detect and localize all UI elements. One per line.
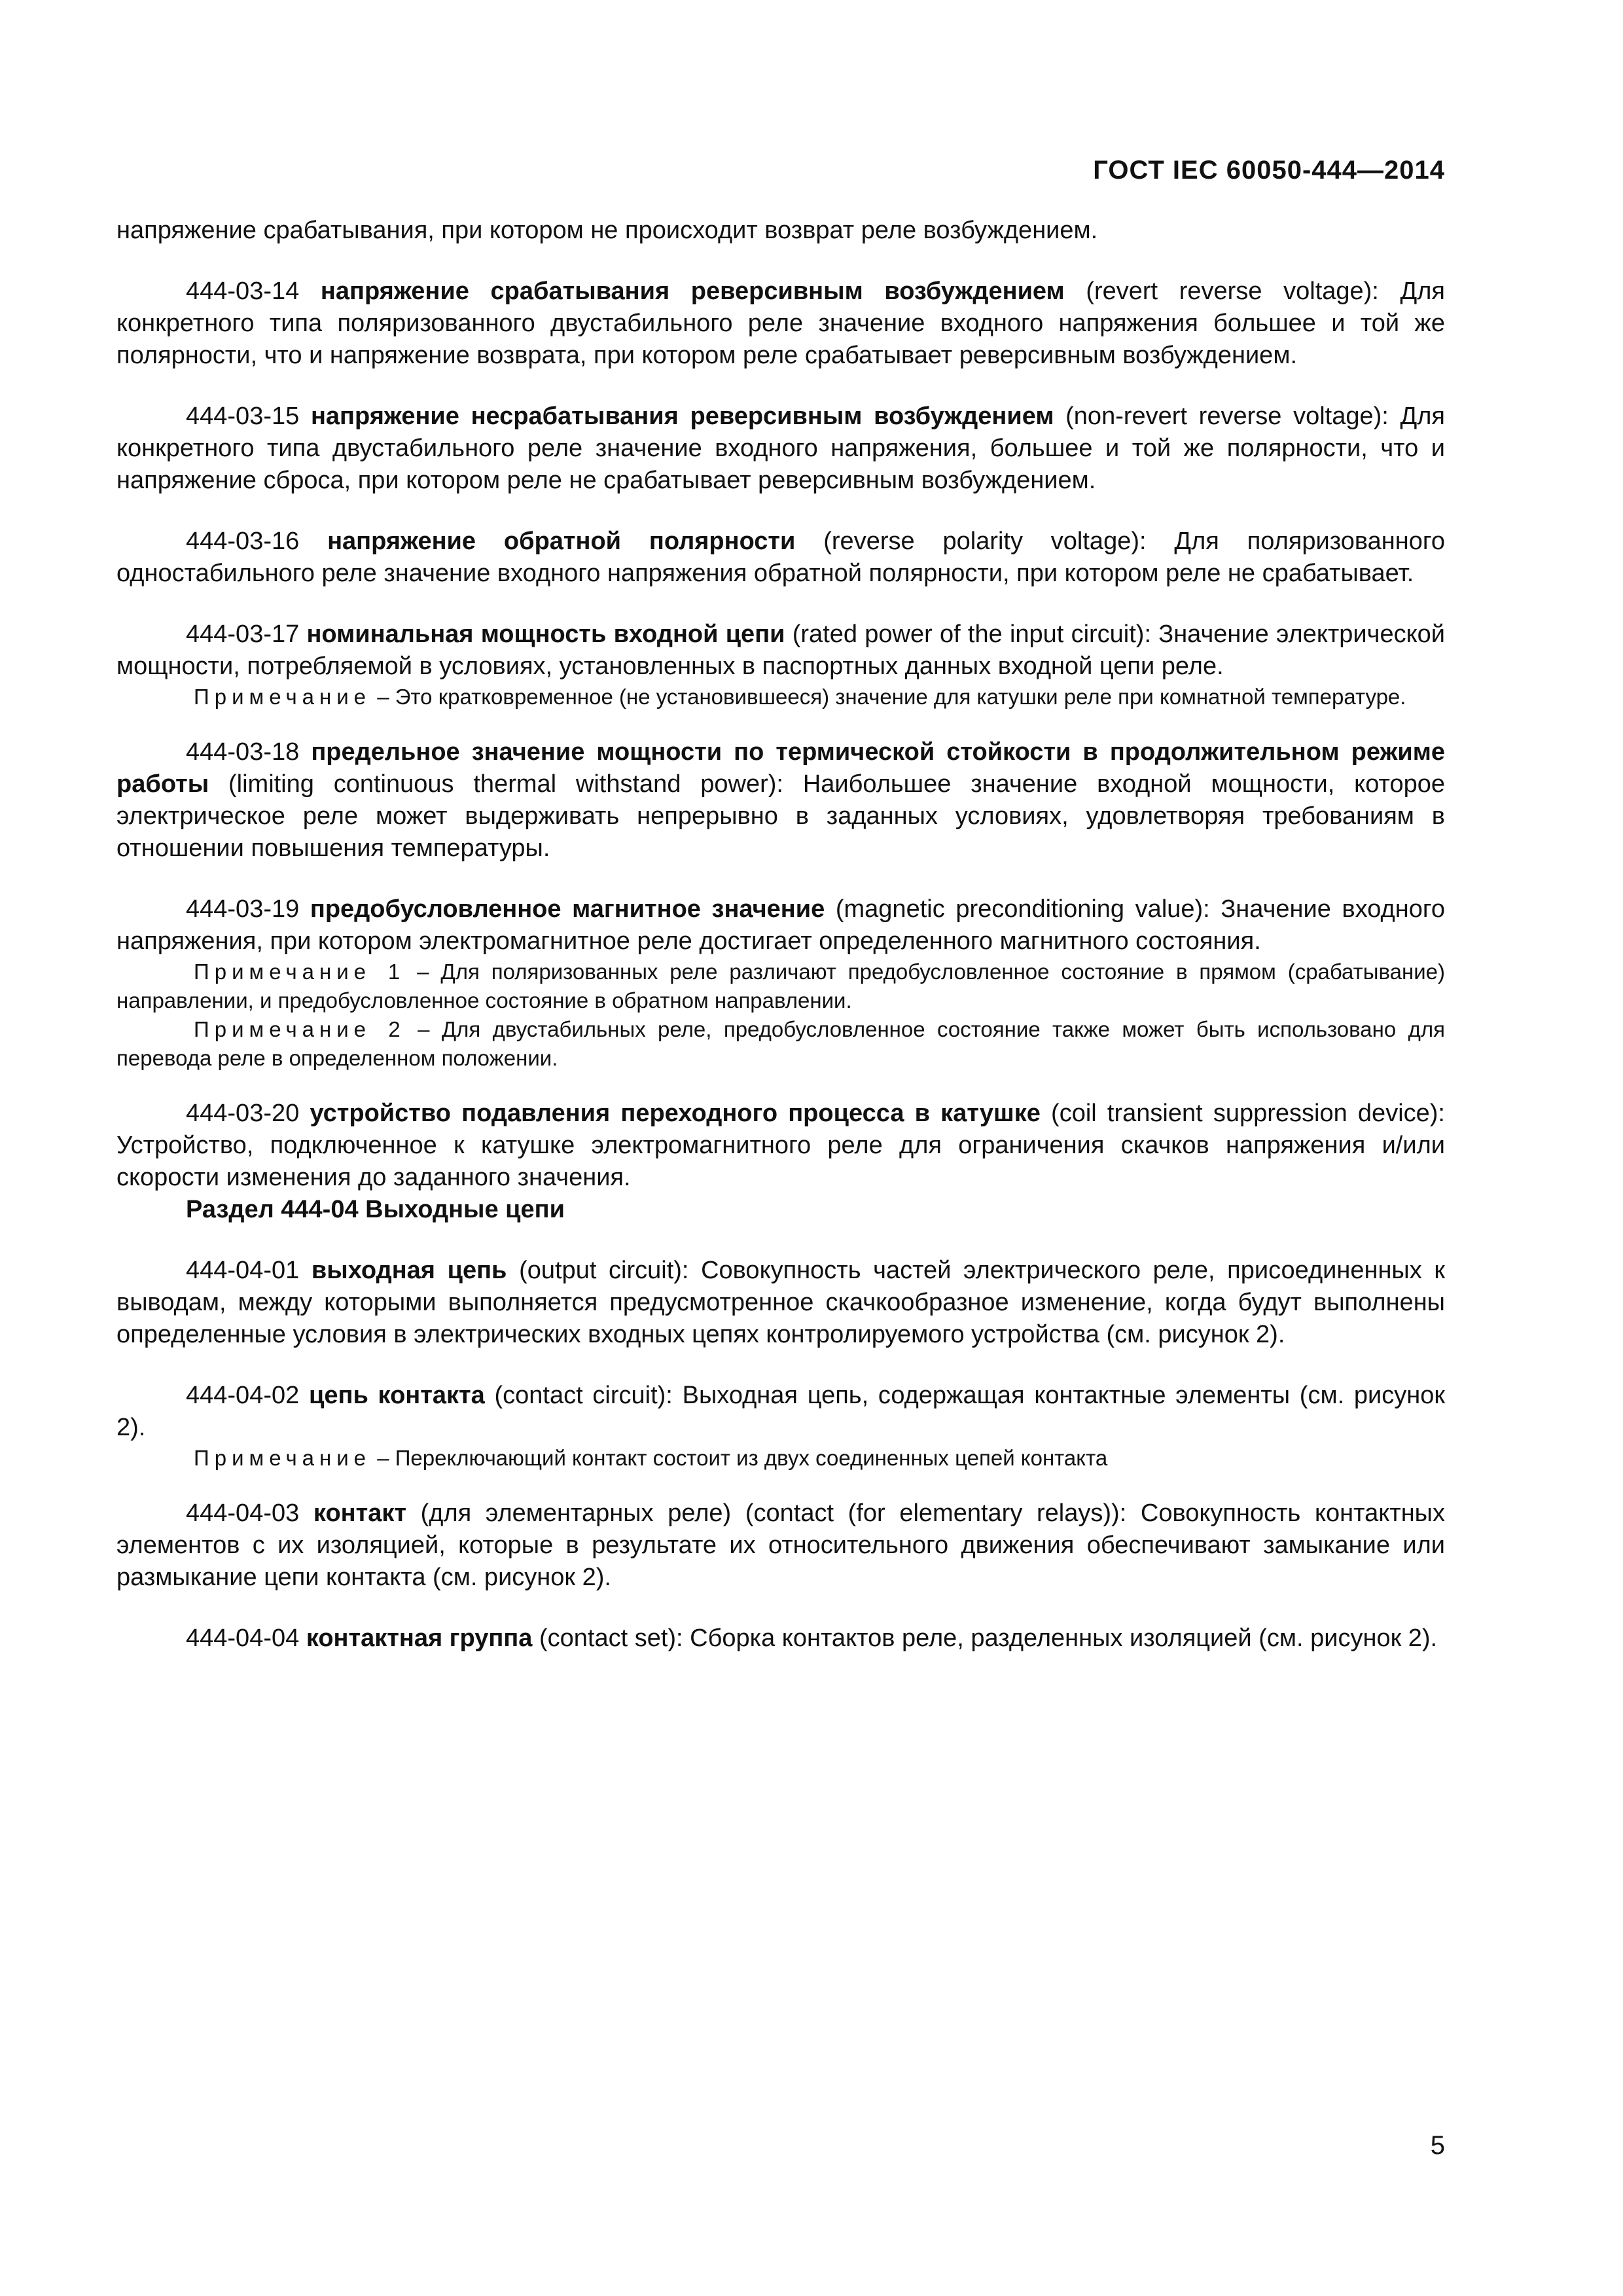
note-text: – Переключающий контакт состоит из двух соединенных цепей контакта — [377, 1446, 1108, 1470]
term-title: устройство подавления переходного процесса в катушке — [310, 1100, 1041, 1127]
term-entry — [116, 1623, 1445, 1655]
term-title: напряжение несрабатывания реверсивным возбуждением — [310, 403, 1054, 430]
page-content — [116, 215, 1445, 1655]
intro-text: напряжение срабатывания, при котором не происходит возврат реле возбуждением. — [116, 217, 1098, 244]
term-definition: (magnetic preconditioning value): Значение входного напряжения, при котором электромагнитное реле достигает определенного магнитного состояния. — [116, 895, 1445, 955]
note-label: Примечание — [194, 1446, 372, 1470]
term-entry — [116, 1498, 1445, 1594]
term-entry — [116, 1098, 1445, 1194]
note-text: – Для двустабильных реле, предобусловленное состояние также может быть использовано для перевода реле в определенном положении. — [116, 1017, 1445, 1070]
term-entry — [116, 619, 1445, 683]
term-code: 444-03-18 — [186, 738, 300, 766]
term-entry — [116, 276, 1445, 372]
term-entry — [116, 526, 1445, 590]
term-title: номинальная мощность входной цепи — [306, 620, 785, 648]
term-entry — [116, 1255, 1445, 1351]
term-entry — [116, 401, 1445, 497]
term-definition: (non-revert reverse voltage): Для конкретного типа двустабильного реле значение входного напряжения, большее и той же полярности, что и напряжение сброса, при котором реле не срабатывает реверсивным возбуждением. — [116, 403, 1445, 494]
term-definition: (reverse polarity voltage): Для поляризованного одностабильного реле значение входного напряжения обратной полярности, при котором реле не срабатывает. — [116, 528, 1445, 587]
section-title: Раздел 444-04 Выходные цепи — [186, 1196, 565, 1223]
term-definition: (contact set): Сборка контактов реле, разделенных изоляцией (см. рисунок 2). — [539, 1624, 1438, 1652]
term-title: предельное значение мощности по термической стойкости в продолжительном режиме работы — [116, 738, 1446, 798]
term-code: 444-04-03 — [186, 1499, 300, 1527]
term-title: цепь контакта — [309, 1382, 485, 1409]
term-definition: (rated power of the input circuit): Значение электрической мощности, потребляемой в условиях, установленных в паспортных данных входной цепи реле. — [116, 620, 1445, 680]
note-label: Примечание — [194, 685, 372, 709]
term-code: 444-04-04 — [186, 1624, 300, 1652]
note — [116, 1015, 1445, 1073]
term-definition: (limiting continuous thermal withstand power): Наибольшее значение входной мощности, которое электрическое реле может выдерживать непрерывно в заданных условиях, удовлетворяя требованиям в отношении повышения температуры. — [116, 770, 1446, 862]
document-header: ГОСТ IEC 60050-444—2014 — [1093, 156, 1445, 185]
term-code: 444-03-19 — [186, 895, 300, 923]
term-entry — [116, 893, 1445, 958]
note-text: – Для поляризованных реле различают предобусловленное состояние в прямом (срабатывание) направлении, и предобусловленное состояние в обратном направлении. — [116, 960, 1446, 1013]
term-entry — [116, 736, 1445, 865]
page-number: 5 — [1430, 2131, 1445, 2160]
term-title: напряжение срабатывания реверсивным возбуждением — [320, 278, 1065, 305]
term-title: контакт — [313, 1499, 406, 1527]
term-definition: (revert reverse voltage): Для конкретного типа поляризованного двустабильного реле значение входного напряжения большее и той же полярности, что и напряжение возврата, при котором реле срабатывает реверсивным возбуждением. — [116, 278, 1446, 369]
note-label: Примечание 1 — [194, 960, 406, 984]
term-entry — [116, 1380, 1445, 1444]
term-definition: (coil transient suppression device): Устройство, подключенное к катушке электромагнитного реле для ограничения скачков напряжения и/или скорости изменения до заданного значения. — [116, 1100, 1445, 1191]
term-title: выходная цепь — [311, 1257, 507, 1284]
term-code: 444-03-20 — [186, 1100, 300, 1127]
note — [116, 958, 1445, 1015]
term-code: 444-03-17 — [186, 620, 300, 648]
term-title: напряжение обратной полярности — [327, 528, 796, 555]
note-label: Примечание 2 — [194, 1017, 406, 1041]
term-title: предобусловленное магнитное значение — [310, 895, 825, 923]
term-code: 444-03-14 — [186, 278, 300, 305]
note — [116, 1444, 1445, 1473]
term-title: контактная группа — [306, 1624, 533, 1652]
term-code: 444-03-15 — [186, 403, 300, 430]
note-text: – Это кратковременное (не установившееся) значение для катушки реле при комнатной температуре. — [377, 685, 1406, 709]
term-definition: (для элементарных реле) (contact (for elementary relays)): Совокупность контактных элементов с их изоляцией, которые в результате их относительного движения обеспечивают замыкание или размыкание цепи контакта (см. рисунок 2). — [116, 1499, 1445, 1591]
note — [116, 683, 1445, 711]
term-code: 444-03-16 — [186, 528, 300, 555]
term-code: 444-04-01 — [186, 1257, 300, 1284]
term-definition: (output circuit): Совокупность частей электрического реле, присоединенных к выводам, между которыми выполняется предусмотренное скачкообразное изменение, когда будут выполнены определенные условия в электрических входных цепях контролируемого устройства (см. рисунок 2). — [116, 1257, 1446, 1348]
term-definition: (contact circuit): Выходная цепь, содержащая контактные элементы (см. рисунок 2). — [116, 1382, 1445, 1441]
term-code: 444-04-02 — [186, 1382, 300, 1409]
